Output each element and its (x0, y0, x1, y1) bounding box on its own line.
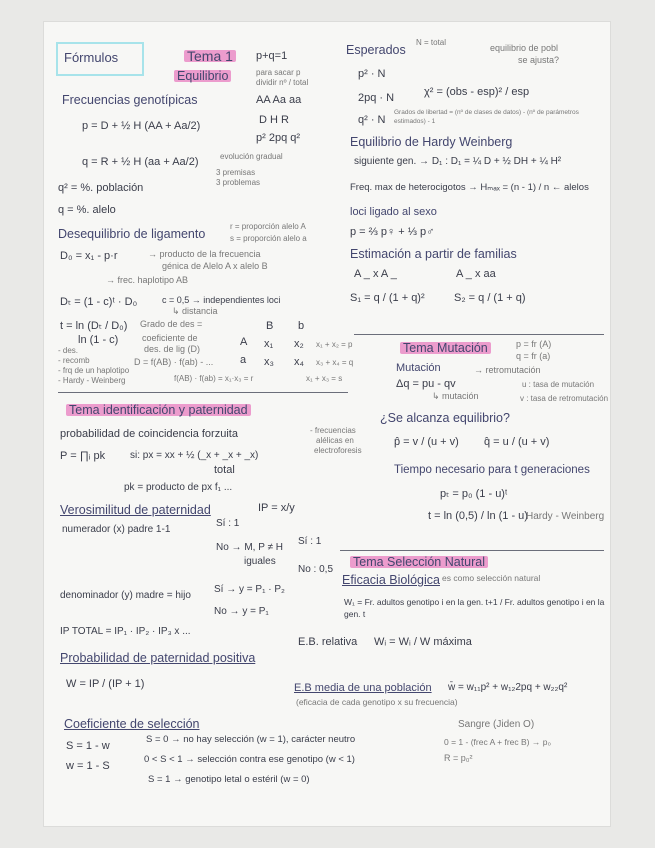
grados-libertad: Grados de libertad = (nº de clases de datos) - (nº de parámetros estimados) - 1 (394, 109, 579, 125)
q-hat: q̂ = u / (u + v) (484, 436, 550, 448)
cross-AxA: A _ x A _ (354, 268, 397, 280)
ip-formula: IP = x/y (258, 502, 295, 514)
freq-max: Freq. max de heterocigotos → Hₘₐₓ = (n - 1) / n ← alelos (350, 182, 589, 193)
s0-rule: S = 0 → no hay selección (w = 1), carácter neutro (146, 734, 356, 745)
dq-formula: Δq = pu - qv (396, 378, 456, 390)
frec-genotipicas-heading: Frecuencias genotípicas (62, 93, 198, 107)
verosimilitud-heading: Verosimilitud de paternidad (60, 503, 211, 517)
dividir: dividir nº / total (256, 78, 309, 87)
s1-rule: S = 1 → genotipo letal o estéril (w = 0) (148, 774, 310, 785)
genotypes-row1: AA Aa aa (256, 94, 302, 106)
t-formula: t = ln (Dₜ / D₀) (60, 320, 128, 332)
pk-note: pk = producto de px f₁ ... (124, 482, 233, 493)
w-bar-formula: w̄ = w₁₁p² + w₁₂2pq + w₂₂q² (448, 682, 568, 693)
desequilibrio-heading: Desequilibrio de ligamento (58, 227, 206, 241)
d-formula-note: D = f(AB) · f(ab) - ... (134, 357, 214, 367)
p-formula: p = D + ½ H (AA + Aa/2) (82, 120, 201, 132)
prob-coincidencia: probabilidad de coincidencia forzuita (60, 428, 238, 440)
s-proporcion: s = proporción alelo a (230, 234, 307, 243)
des-lig-note: des. de lig (D) (144, 344, 201, 354)
tasa-retro: v : tasa de retromutación (520, 394, 609, 403)
retromutacion: → retromutación (474, 365, 541, 375)
frec-haplotipo: → frec. haplotipo AB (106, 275, 189, 285)
fab-formula: f(AB) · f(ab) = x₁·x₃ = r (174, 374, 254, 383)
2pqn: 2pq · N (358, 92, 395, 104)
s2-formula: S₂ = q / (1 + q) (454, 292, 526, 304)
q-formula: q = R + ½ H (aa + Aa/2) (82, 156, 199, 168)
producto-note: → producto de la frecuencia (148, 249, 261, 259)
table-x3: x₃ (264, 356, 274, 368)
pt-formula: pₜ = p₀ (1 - u)ᵗ (440, 488, 508, 500)
identificacion-heading: Tema identificación y paternidad (66, 404, 251, 416)
genotypes-row3: p² 2pq q² (256, 132, 301, 144)
p-hat: p̂ = v / (u + v) (394, 436, 459, 448)
siguiente-gen: siguiente gen. → D₁ : D₁ = ¼ D + ½ DH + ¼ H² (354, 156, 562, 167)
si-formula: si: px = xx + ½ (_x + _x + _x) (130, 450, 259, 461)
genica-note: génica de Alelo A x alelo B (162, 261, 268, 271)
hw-equilibrio-heading: Equilibrio de Hardy Weinberg (350, 135, 513, 149)
hardy-item: - Hardy - Weinberg (58, 376, 126, 385)
equilibrio-pob: equilibrio de pobl (490, 43, 559, 53)
dt-formula: Dₜ = (1 - c)ᵗ · D₀ (60, 296, 138, 308)
wi-formula: Wᵢ = Wᵢ / W máxima (374, 636, 472, 648)
tasa-mutacion: u : tasa de mutación (522, 380, 595, 389)
x2-formula: χ² = (obs - esp)² / esp (424, 86, 530, 98)
coef-note: coeficiente de (142, 333, 198, 343)
table-x4: x₄ (294, 356, 304, 368)
table-b: b (298, 320, 305, 332)
table-a: a (240, 354, 247, 366)
w1-formula: W₁ = Fr. adultos genotipo i en la gen. t+1 / Fr. adultos genotipo i en la gen. t (344, 597, 605, 619)
title-label: Fórmulos (64, 50, 119, 65)
q-alelo: q = %. alelo (58, 204, 116, 216)
s01-rule: 0 < S < 1 → selección contra ese genotipo (w < 1) (144, 754, 355, 765)
problemas-note: 3 problemas (216, 178, 261, 187)
s-1-w: S = 1 - w (66, 740, 110, 752)
coef-seleccion-heading: Coeficiente de selección (64, 717, 200, 731)
x3x4-sum: x₃ + x₄ = q (316, 358, 354, 367)
table-x2: x₂ (294, 338, 304, 350)
estimacion-heading: Estimación a partir de familias (350, 247, 517, 261)
mutation-divider (354, 334, 604, 335)
w-formula: W = IP / (IP + 1) (66, 678, 145, 690)
prob-paternidad-heading: Probabilidad de paternidad positiva (60, 651, 256, 665)
si05-label: Sí : 1 (298, 536, 322, 547)
s1-formula: S₁ = q / (1 + q)² (350, 292, 425, 304)
des-item: - des. (58, 346, 79, 355)
table-A: A (240, 336, 248, 348)
evolucion-note: evolución gradual (220, 152, 283, 161)
table-B: B (266, 320, 274, 332)
q-fr: q = fr (a) (516, 351, 551, 361)
loci-sexo-heading: loci ligado al sexo (350, 206, 437, 218)
eficacia-cada: (eficacia de cada genotipo x su frecuencia) (296, 697, 458, 707)
cross-Axaa: A _ x aa (456, 268, 496, 280)
notes-sheet (44, 22, 610, 826)
recomb-item: - recomb (58, 356, 90, 365)
sangre-formula1: 0 = 1 - (frec A + frec B) → p₀ (444, 737, 551, 747)
r-proporcion: r = proporción alelo A (230, 222, 306, 231)
eficacia-heading: Eficacia Biológica (342, 573, 440, 587)
x1x3-sum: x₁ + x₃ = s (306, 374, 343, 383)
mutacion-arrow: ↳ mutación (432, 391, 479, 401)
seleccion-heading: Tema Selección Natural (350, 556, 488, 568)
tiempo-heading: Tiempo necesario para t generaciones (394, 464, 590, 476)
se-alcanza-heading: ¿Se alcanza equilibrio? (380, 411, 510, 425)
p2n: p² · N (358, 68, 386, 80)
eb-relativa: E.B. relativa (298, 636, 358, 648)
si1-label: Sí : 1 (216, 518, 240, 529)
distancia-note: ↳ distancia (172, 306, 218, 316)
section-divider (58, 392, 348, 393)
t-ln-formula: t = ln (0,5) / ln (1 - u) (428, 510, 528, 522)
q2n: q² · N (358, 114, 386, 126)
n-total: N = total (416, 38, 447, 47)
no-branch: No → M, P ≠ H (216, 542, 283, 553)
equilibrio-heading: Equilibrio (174, 70, 231, 82)
mutacion-heading: Tema Mutación (400, 342, 491, 354)
premisas-note: 3 premisas (216, 168, 256, 177)
sangre-heading: Sangre (Jiden O) (458, 719, 535, 730)
seleccion-divider (340, 550, 604, 551)
w-1-s: w = 1 - S (66, 760, 110, 772)
eb-media-heading: E.B media de una población (294, 682, 432, 694)
p-fr: p = fr (A) (516, 339, 552, 349)
no-p-branch: No → y = P₁ (214, 606, 269, 617)
hw-note: Hardy - Weinberg (526, 511, 605, 522)
ln1c: ln (1 - c) (78, 334, 119, 346)
para-sacar: para sacar p (256, 68, 301, 77)
es-como: es como selección natural (442, 573, 541, 583)
d0-formula: D₀ = x₁ - p·r (60, 250, 118, 262)
tema1-heading: Tema 1 (184, 50, 236, 62)
si-p-branch: Sí → y = P₁ · P₂ (214, 584, 285, 595)
denominador-label: denominador (y) madre = hijo (60, 590, 191, 601)
grado-note: Grado de des = (140, 319, 203, 329)
electroforesis-note: electroforesis (314, 446, 362, 455)
c05-note: c = 0,5 → independientes loci (162, 295, 281, 305)
numerador-label: numerador (x) padre 1-1 (62, 524, 171, 535)
loci-formula: p = ⅔ p♀ + ⅓ p♂ (350, 226, 435, 238)
pq-formula: p+q=1 (256, 50, 288, 62)
P-product-formula: P = ∏ᵢ pk (60, 450, 106, 462)
q2-poblacion: q² = %. población (58, 182, 144, 194)
esperados-heading: Esperados (346, 43, 406, 57)
alelicas-note: alélicas en (316, 436, 354, 445)
frecuencias-note: - frecuencias (310, 426, 356, 435)
sangre-formula2: R = p₀² (444, 753, 473, 763)
iptotal-formula: IP TOTAL = IP₁ · IP₂ · IP₃ x ... (60, 626, 191, 637)
frq-item: - frq de un haplotipo (58, 366, 130, 375)
table-x1: x₁ (264, 338, 274, 350)
mutacion-subheading: Mutación (396, 362, 441, 374)
iguales-label: iguales (244, 556, 276, 567)
no05-label: No : 0,5 (298, 564, 334, 575)
se-ajusta: se ajusta? (518, 55, 560, 65)
total-label: total (214, 464, 235, 476)
genotypes-row2: D H R (259, 114, 289, 126)
x1x2-sum: x₁ + x₂ = p (316, 340, 353, 349)
